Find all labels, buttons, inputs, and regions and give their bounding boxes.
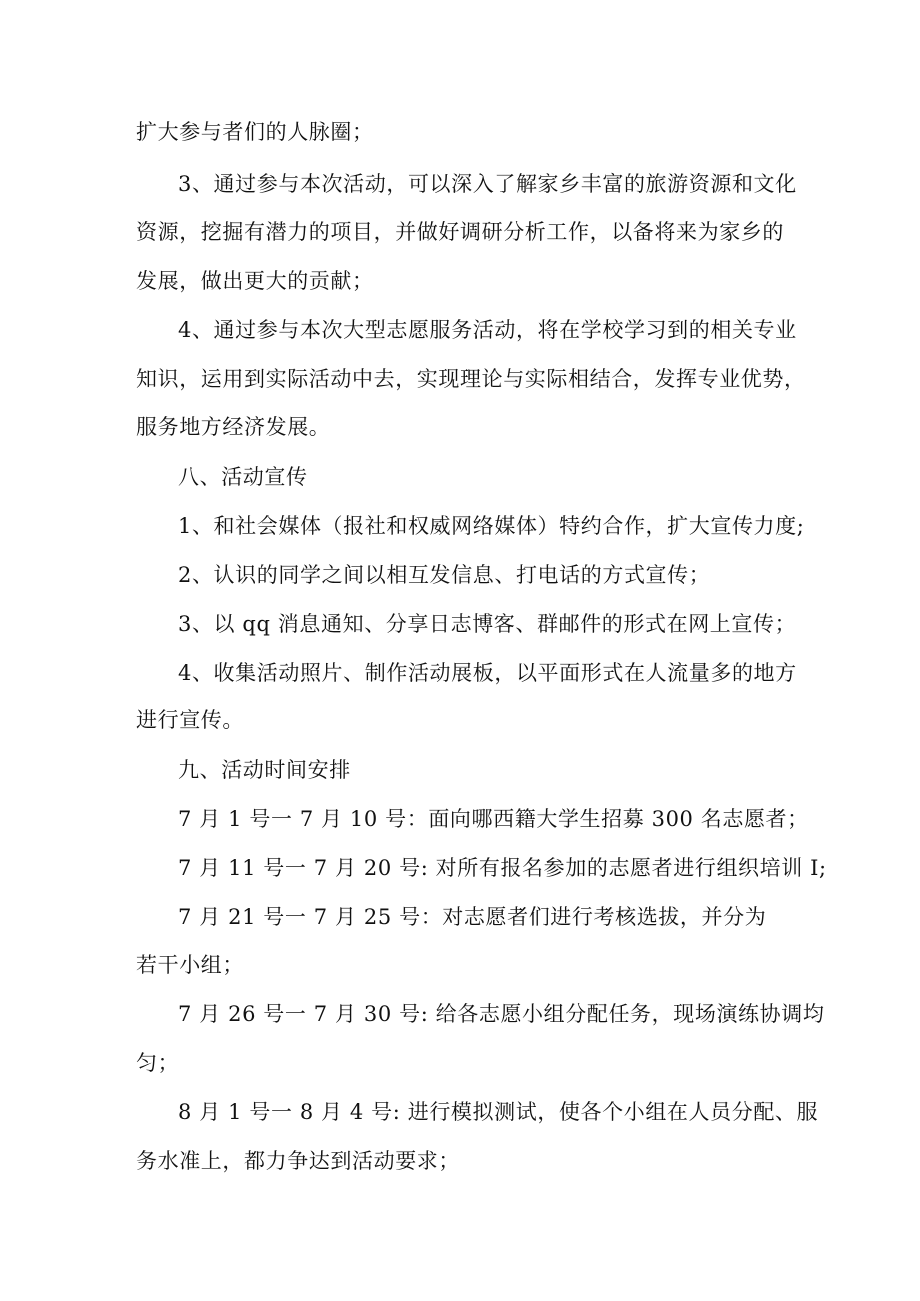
text-line: 扩大参与者们的人脉圈；: [136, 120, 374, 144]
section-heading: 八、活动宣传: [178, 465, 308, 489]
text-line: 3、以 qq 消息通知、分享日志博客、群邮件的形式在网上宣传；: [178, 612, 797, 636]
section-heading: 九、活动时间安排: [178, 758, 351, 782]
text-line: 发展，做出更大的贡献；: [136, 269, 374, 293]
text-line: 若干小组；: [136, 953, 244, 977]
schedule-line: 7 月 26 号一 7 月 30 号: 给各志愿小组分配任务，现场演练协调均: [178, 1002, 825, 1026]
schedule-line: 7 月 11 号一 7 月 20 号: 对所有报名参加的志愿者进行组织培训 I;: [178, 856, 827, 880]
text-line: 资源，挖掘有潜力的项目，并做好调研分析工作，以备将来为家乡的: [136, 220, 784, 244]
text-line: 知识，运用到实际活动中去，实现理论与实际相结合，发挥专业优势，: [136, 367, 806, 391]
schedule-line: 7 月 21 号一 7 月 25 号：对志愿者们进行考核选拔，并分为: [178, 905, 767, 929]
text-line: 4、通过参与本次大型志愿服务活动，将在学校学习到的相关专业: [178, 318, 797, 342]
text-line: 务水准上，都力争达到活动要求；: [136, 1149, 460, 1173]
text-line: 2、认识的同学之间以相互发信息、打电话的方式宣传；: [178, 563, 711, 587]
text-line: 进行宣传。: [136, 708, 244, 732]
text-line: 匀；: [136, 1051, 180, 1075]
schedule-line: 7 月 1 号一 7 月 10 号：面向哪西籍大学生招募 300 名志愿者；: [178, 807, 809, 831]
text-line: 服务地方经济发展。: [136, 415, 331, 439]
text-line: 3、通过参与本次活动，可以深入了解家乡丰富的旅游资源和文化: [178, 172, 797, 196]
text-line: 1、和社会媒体（报社和权威网络媒体）特约合作，扩大宣传力度;: [178, 514, 805, 538]
text-line: 4、收集活动照片、制作活动展板，以平面形式在人流量多的地方: [178, 661, 797, 685]
schedule-line: 8 月 1 号一 8 月 4 号: 进行模拟测试，使各个小组在人员分配、服: [178, 1100, 819, 1124]
